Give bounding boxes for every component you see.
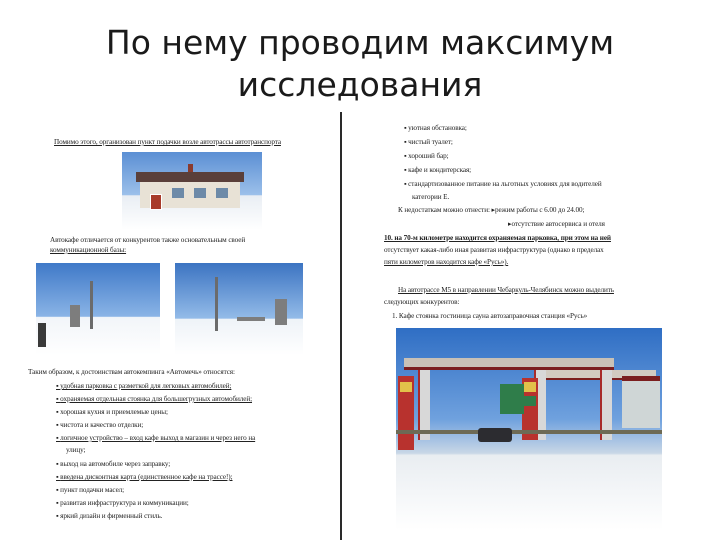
paragraph-text: На автотрассе М5 в направлении Чебаркуль-Челябинск можно выделить	[398, 286, 614, 294]
station-rig	[70, 305, 80, 327]
bullet: ▪ кафе и кондитерская;	[404, 166, 472, 174]
bullet-text: удобная парковка с разметкой для легковых автомобилей;	[60, 382, 232, 390]
pump-kiosk	[500, 384, 524, 414]
bullet: ▪ чистый туалет;	[404, 138, 453, 146]
paragraph-line	[384, 234, 664, 244]
bullet-text: чистый туалет;	[408, 138, 453, 146]
bullet-text: охраняемая отдельная стоянка для большегрузных автомобилей;	[60, 395, 253, 403]
hours-line: К недостаткам можно отнести: ▸режим работы с 6.00 до 24.00;	[398, 206, 585, 214]
station-rig	[237, 317, 265, 321]
cafe-window	[216, 188, 228, 198]
station-photo-right	[175, 263, 303, 355]
bullet: ▪ введена дисконтная карта (единственное кафе на трассе!);	[56, 473, 233, 481]
tree-line	[396, 430, 662, 434]
column-divider	[340, 112, 342, 540]
station-photo-left	[36, 263, 160, 355]
paragraph-line	[398, 286, 664, 296]
paragraph-line: следующих конкурентов:	[384, 298, 460, 306]
bullet-text: уютная обстановка;	[408, 124, 467, 132]
competitor-line: 1. Кафе стоянка гостиница сауна автозаправочная станция «Русь»	[392, 312, 588, 320]
caption-line: Автокафе отличается от конкурентов также основательным своей	[50, 236, 246, 244]
parked-car	[478, 428, 512, 442]
bullet-text: кафе и кондитерская;	[408, 166, 472, 174]
bullet: ▪ уютная обстановка;	[404, 124, 467, 132]
sign-panel	[400, 382, 412, 392]
sign-panel	[524, 396, 536, 406]
bullet: ▪ хороший бар;	[404, 152, 449, 160]
paragraph-line: пяти километров находится кафе «Русь»).	[384, 258, 509, 266]
bullet: ▪ логичное устройство – вход кафе выход в магазин и через него на	[56, 434, 256, 442]
station-building	[622, 376, 660, 428]
bullet-text: выход на автомобиле через заправку;	[60, 460, 171, 468]
slide-title: По нему проводим максимум исследования	[105, 23, 615, 104]
bullet: ▪ яркий дизайн и фирменный стиль.	[56, 512, 163, 520]
summary-line: Таким образом, к достоинствам автокемпинга «Автомечь» относятся:	[28, 368, 235, 376]
sign-panel	[524, 382, 536, 392]
bullet-text: хорошая кухня и приемлемые цены;	[60, 408, 168, 416]
bullet: ▪ выход на автомобиле через заправку;	[56, 460, 171, 468]
paragraph-line: отсутствует какая-либо иная развитая инфраструктура (однако в пределах	[384, 246, 604, 254]
bullet-continuation: улицу;	[66, 446, 86, 454]
caption-line: коммуникационной базы:	[50, 246, 127, 254]
cafe-sign	[150, 194, 162, 210]
station-rig	[275, 299, 287, 325]
cafe-photo	[122, 152, 262, 230]
bullet: ▪ пункт подачки масел;	[56, 486, 125, 494]
station-canopy	[404, 358, 614, 370]
document-left-page	[28, 128, 316, 540]
bullet-continuation: категории Е.	[412, 193, 450, 201]
pole	[215, 277, 218, 331]
bullet: ▪ охраняемая отдельная стоянка для большегрузных автомобилей;	[56, 395, 253, 403]
bullet-text: введена дисконтная карта (единственное кафе на трассе!);	[60, 473, 233, 481]
bullet-text: яркий дизайн и фирменный стиль.	[60, 512, 163, 520]
intro-line: Помимо этого, организован пункт подачки возле автотрассы автотранспорта	[54, 138, 281, 146]
bullet-text: логичное устройство – вход кафе выход в магазин и через него на	[60, 434, 256, 442]
bullet-text: пункт подачки масел;	[60, 486, 125, 494]
bullet: ▪ удобная парковка с разметкой для легковых автомобилей;	[56, 382, 232, 390]
cafe-roof	[136, 172, 244, 182]
bullet: ▪ хорошая кухня и приемлемые цены;	[56, 408, 168, 416]
cafe-window	[194, 188, 206, 198]
paragraph-text: 10. на 70-м километре находится охраняемая парковка, при этом на ней	[384, 234, 611, 242]
bullet: ▪ стандартизованное питание на льготных условиях для водителей	[404, 180, 602, 188]
bullet-text: развитая инфраструктура и коммуникации;	[60, 499, 189, 507]
fuel-price-sign	[398, 376, 414, 450]
document-right-page	[376, 118, 664, 540]
station-rig	[38, 323, 46, 347]
bullet: ▪ развитая инфраструктура и коммуникации;	[56, 499, 189, 507]
bullet: ▪ чистота и качество отделки;	[56, 421, 144, 429]
cafe-window	[172, 188, 184, 198]
bullet-text: стандартизованное питание на льготных условиях для водителей	[408, 180, 602, 188]
pole	[90, 281, 93, 329]
bullet-text: чистота и качество отделки;	[60, 421, 144, 429]
gas-station-photo	[396, 328, 662, 530]
bullet-text: хороший бар;	[408, 152, 449, 160]
hours-line-2: ▸отсутствие автосервиса и отеля	[508, 220, 605, 228]
